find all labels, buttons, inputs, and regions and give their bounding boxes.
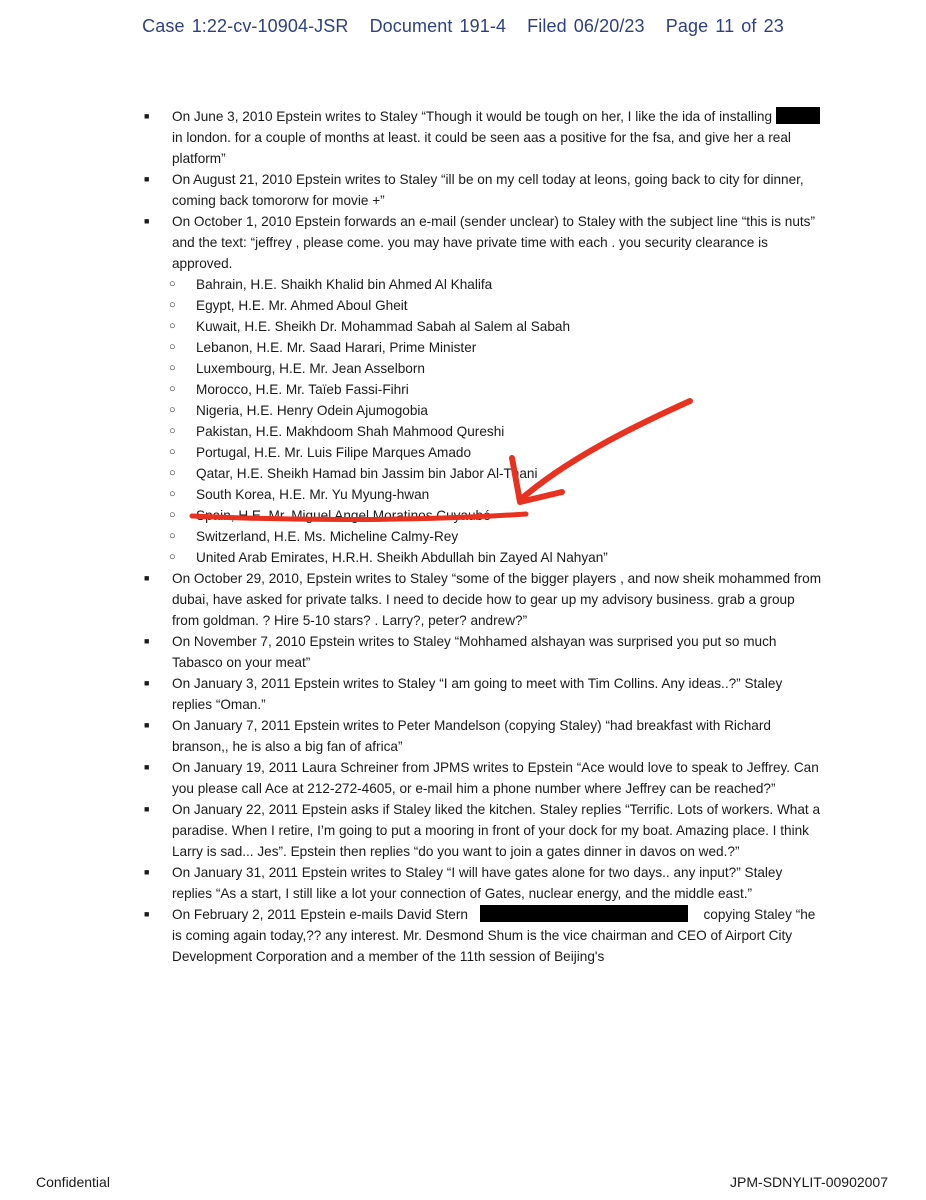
bullet-marker: ■ bbox=[144, 573, 150, 583]
bullet-item bbox=[142, 106, 822, 169]
bullet-text: copying Staley “he is coming again today,?? any interest. Mr. Desmond Shum is the vice chairman and CEO of Airport City Development Corporation and a member of the 11th session of Beijing's bbox=[172, 907, 816, 964]
circle-bullet-icon: ○ bbox=[169, 320, 176, 332]
sub-list-item bbox=[142, 442, 822, 463]
bullet-text: On June 3, 2010 Epstein writes to Staley “Though it would be tough on her, I like the ida of installing bbox=[172, 109, 773, 124]
case-header bbox=[0, 16, 926, 37]
sub-item-text: Lebanon, H.E. Mr. Saad Harari, Prime Minister bbox=[196, 340, 477, 355]
sub-item-text: Portugal, H.E. Mr. Luis Filipe Marques Amado bbox=[196, 445, 472, 460]
bullet-item bbox=[142, 568, 822, 631]
sub-item-text: Morocco, H.E. Mr. Taïeb Fassi-Fihri bbox=[196, 382, 409, 397]
circle-bullet-icon: ○ bbox=[169, 488, 176, 500]
circle-bullet-icon: ○ bbox=[169, 341, 176, 353]
sub-item-text: Spain, H.E. Mr. Miguel Angel Moratinos Cuyaubé bbox=[196, 508, 491, 523]
sub-item-text: Pakistan, H.E. Makhdoom Shah Mahmood Qureshi bbox=[196, 424, 505, 439]
sub-list-item bbox=[142, 379, 822, 400]
circle-bullet-icon: ○ bbox=[169, 467, 176, 479]
circle-bullet-icon: ○ bbox=[169, 278, 176, 290]
bullet-item bbox=[142, 673, 822, 715]
bullet-text: On October 1, 2010 Epstein forwards an e-mail (sender unclear) to Staley with the subject line “this is nuts” and the text: “jeffrey , please come. you may have private time with each . you security clearance is approved. bbox=[172, 214, 815, 271]
bullet-item bbox=[142, 904, 822, 967]
sub-list-item bbox=[142, 295, 822, 316]
circle-bullet-icon: ○ bbox=[169, 509, 176, 521]
sub-item-text: Luxembourg, H.E. Mr. Jean Asselborn bbox=[196, 361, 425, 376]
sub-list-item bbox=[142, 547, 822, 568]
sub-list-item bbox=[142, 274, 822, 295]
sub-item-text: Bahrain, H.E. Shaikh Khalid bin Ahmed Al Khalifa bbox=[196, 277, 493, 292]
sub-item-text: United Arab Emirates, H.R.H. Sheikh Abdullah bin Zayed Al Nahyan” bbox=[196, 550, 608, 565]
bullet-marker: ■ bbox=[144, 636, 150, 646]
filed-date: Filed 06/20/23 bbox=[527, 16, 645, 36]
bullet-marker: ■ bbox=[144, 762, 150, 772]
sub-list bbox=[142, 274, 822, 568]
bullet-item bbox=[142, 715, 822, 757]
circle-bullet-icon: ○ bbox=[169, 425, 176, 437]
sub-list-item bbox=[142, 337, 822, 358]
sub-list-item bbox=[142, 505, 822, 526]
page-number: Page 11 of 23 bbox=[665, 16, 784, 36]
sub-list-item-highlighted bbox=[142, 484, 822, 505]
sub-item-text: Kuwait, H.E. Sheikh Dr. Mohammad Sabah al Salem al Sabah bbox=[196, 319, 571, 334]
case-number: Case 1:22-cv-10904-JSR bbox=[142, 16, 349, 36]
bullet-text: On January 22, 2011 Epstein asks if Staley liked the kitchen. Staley replies “Terrific. Lots of workers. What a paradise. When I retire, I’m going to put a mooring in front of your dock for my boat. Amazing place. I think Larry is sad... Jes”. Epstein then replies “do you want to join a gates dinner in davos on wed.?” bbox=[172, 802, 821, 859]
bullet-text: On January 3, 2011 Epstein writes to Staley “I am going to meet with Tim Collins. Any ideas..?” Staley replies “Oman.” bbox=[172, 676, 783, 712]
bullet-marker: ■ bbox=[144, 909, 150, 919]
sub-item-text: Nigeria, H.E. Henry Odein Ajumogobia bbox=[196, 403, 428, 418]
bullet-text: in london. for a couple of months at least. it could be seen aas a positive for the fsa, and give her a real platform” bbox=[172, 130, 791, 166]
bullet-marker: ■ bbox=[144, 111, 150, 121]
bullet-item bbox=[142, 862, 822, 904]
circle-bullet-icon: ○ bbox=[169, 404, 176, 416]
bullet-item bbox=[142, 757, 822, 799]
bullet-item bbox=[142, 169, 822, 211]
bullet-text: On November 7, 2010 Epstein writes to Staley “Mohhamed alshayan was surprised you put so much Tabasco on your meat” bbox=[172, 634, 777, 670]
bullet-text: On January 19, 2011 Laura Schreiner from JPMS writes to Epstein “Ace would love to speak to Jeffrey. Can you please call Ace at 212-272-4605, or e-mail him a phone number where Jeffrey can be reached?” bbox=[172, 760, 819, 796]
footer-bates-number: JPM-SDNYLIT-00902007 bbox=[730, 1174, 888, 1190]
bullet-item bbox=[142, 211, 822, 274]
bullet-list bbox=[142, 106, 822, 967]
circle-bullet-icon: ○ bbox=[169, 530, 176, 542]
bullet-text: On October 29, 2010, Epstein writes to Staley “some of the bigger players , and now sheik mohammed from dubai, have asked for private talks. I need to decide how to gear up my advisory business. grab a group from goldman. ? Hire 5-10 stars? . Larry?, peter? andrew?” bbox=[172, 571, 822, 628]
sub-item-text: South Korea, H.E. Mr. Yu Myung-hwan bbox=[196, 487, 430, 502]
bullet-text: On February 2, 2011 Epstein e-mails David Stern bbox=[172, 907, 468, 922]
sub-list-item bbox=[142, 421, 822, 442]
footer-confidential: Confidential bbox=[36, 1174, 110, 1190]
redaction-box bbox=[480, 905, 688, 922]
document-number: Document 191-4 bbox=[369, 16, 507, 36]
circle-bullet-icon: ○ bbox=[169, 383, 176, 395]
circle-bullet-icon: ○ bbox=[169, 446, 176, 458]
bullet-marker: ■ bbox=[144, 867, 150, 877]
sub-list-item bbox=[142, 463, 822, 484]
bullet-item bbox=[142, 799, 822, 862]
bullet-item bbox=[142, 631, 822, 673]
sub-item-text: Switzerland, H.E. Ms. Micheline Calmy-Rey bbox=[196, 529, 459, 544]
bullet-marker: ■ bbox=[144, 804, 150, 814]
sub-list-item bbox=[142, 400, 822, 421]
sub-item-text: Qatar, H.E. Sheikh Hamad bin Jassim bin Jabor Al-Thani bbox=[196, 466, 538, 481]
redaction-box bbox=[776, 107, 820, 124]
circle-bullet-icon: ○ bbox=[169, 299, 176, 311]
circle-bullet-icon: ○ bbox=[169, 362, 176, 374]
bullet-text: On January 31, 2011 Epstein writes to Staley “I will have gates alone for two days.. any input?” Staley replies “As a start, I still like a lot your connection of Gates, nuclear energy, and the middle east.” bbox=[172, 865, 783, 901]
sub-item-text: Egypt, H.E. Mr. Ahmed Aboul Gheit bbox=[196, 298, 408, 313]
sub-list-item bbox=[142, 526, 822, 547]
sub-list-item bbox=[142, 358, 822, 379]
bullet-text: On January 7, 2011 Epstein writes to Peter Mandelson (copying Staley) “had breakfast with Richard branson,, he is also a big fan of africa” bbox=[172, 718, 771, 754]
bullet-marker: ■ bbox=[144, 216, 150, 226]
bullet-marker: ■ bbox=[144, 720, 150, 730]
sub-list-item bbox=[142, 316, 822, 337]
circle-bullet-icon: ○ bbox=[169, 551, 176, 563]
bullet-marker: ■ bbox=[144, 174, 150, 184]
bullet-marker: ■ bbox=[144, 678, 150, 688]
bullet-text: On August 21, 2010 Epstein writes to Staley “ill be on my cell today at leons, going back to city for dinner, coming back tomororw for movie +” bbox=[172, 172, 804, 208]
